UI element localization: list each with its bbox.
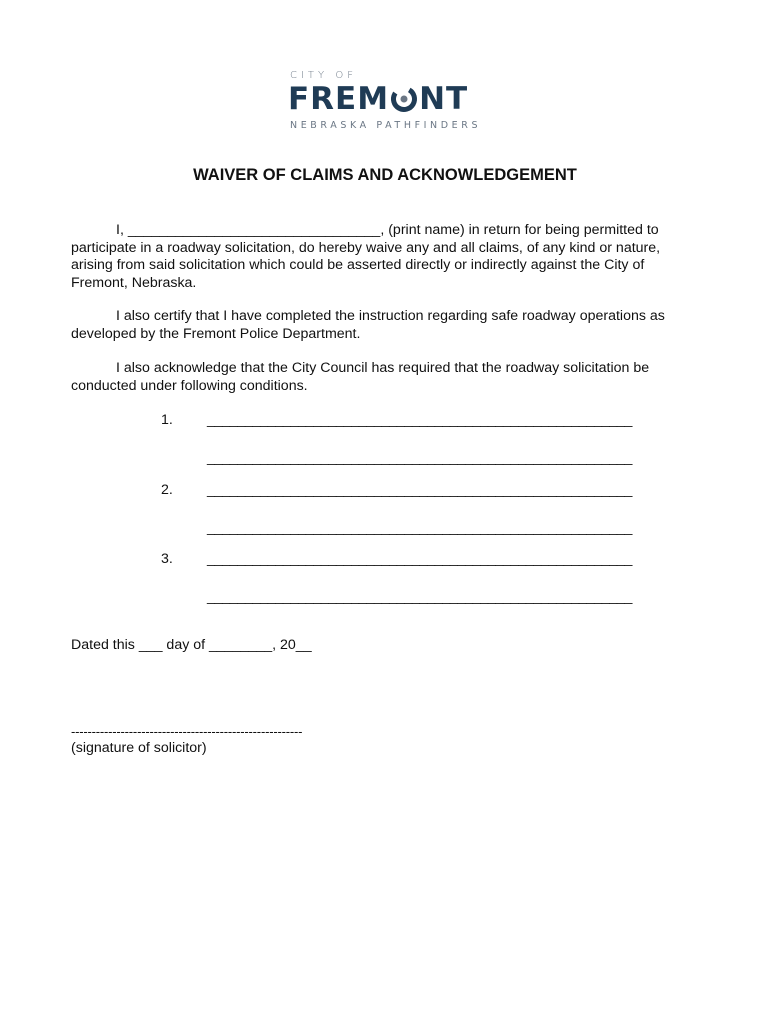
condition-1-line-1[interactable]: ________________________________________________________ — [207, 412, 633, 428]
certify-text: I also certify that I have completed the instruction regarding safe roadway operations as developed by the Fremont Police Department. — [71, 308, 665, 342]
acknowledge-text: I also acknowledge that the City Council has required that the roadway solicitation be conducted under following conditions. — [71, 360, 650, 394]
condition-2-line-1[interactable]: ________________________________________________________ — [207, 482, 633, 498]
logo-city-of: CITY OF — [290, 70, 357, 81]
condition-number-2: 2. — [161, 482, 173, 498]
document-title: WAIVER OF CLAIMS AND ACKNOWLEDGEMENT — [193, 166, 577, 184]
certify-paragraph — [71, 308, 691, 343]
condition-2-line-2[interactable]: ________________________________________________________ — [207, 520, 633, 536]
acknowledge-paragraph — [71, 360, 691, 395]
city-logo — [288, 70, 488, 131]
condition-3-line-1[interactable]: ________________________________________________________ — [207, 551, 633, 567]
signature-label: (signature of solicitor) — [71, 740, 207, 756]
signature-line[interactable]: -------------------------------------------------------- — [71, 724, 303, 739]
condition-number-1: 1. — [161, 412, 173, 428]
condition-number-3: 3. — [161, 551, 173, 567]
gear-o-icon — [390, 85, 418, 113]
logo-wordmark — [288, 82, 488, 116]
logo-name-part1: FREM — [288, 81, 390, 117]
logo-name-part2: NT — [419, 81, 469, 117]
dated-line[interactable]: Dated this ___ day of ________, 20__ — [71, 637, 312, 653]
logo-tagline: NEBRASKA PATHFINDERS — [290, 120, 482, 131]
condition-1-line-2[interactable]: ________________________________________________________ — [207, 450, 633, 466]
condition-3-line-2[interactable]: ________________________________________________________ — [207, 589, 633, 605]
waiver-text: I, ________________________________, (print name) in return for being permitted to participate in a roadway solicitation, do hereby waive any and all claims, of any kind or nature, arising from said solicitation which could be asserted directly or indirectly against the City of Fremont, Nebraska. — [71, 222, 661, 291]
waiver-paragraph — [71, 222, 691, 292]
